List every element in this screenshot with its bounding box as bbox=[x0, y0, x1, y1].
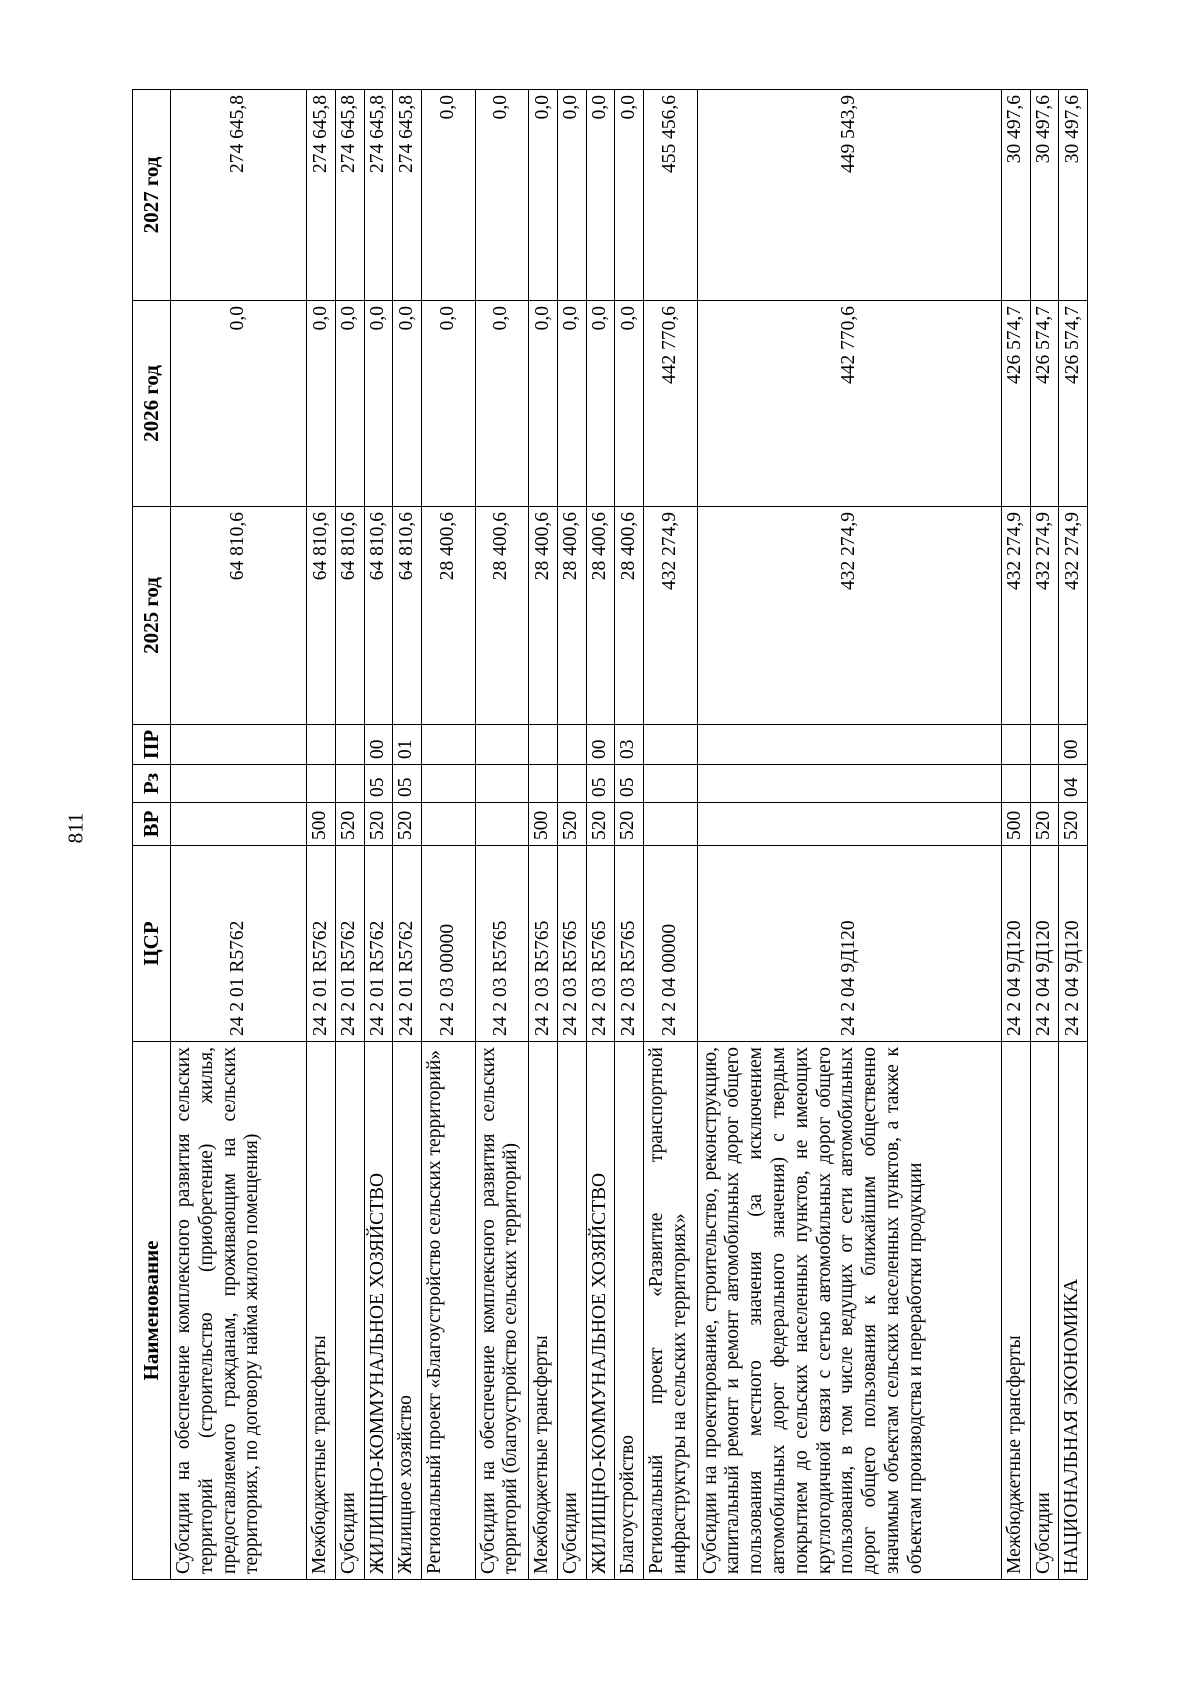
row-vr-cell: 520 bbox=[586, 803, 615, 846]
row-rz-cell bbox=[171, 765, 307, 803]
row-vr-cell: 520 bbox=[615, 803, 644, 846]
row-csr-cell: 24 2 04 9Д120 bbox=[1001, 846, 1030, 1042]
row-2027-cell: 30 497,6 bbox=[1030, 90, 1059, 301]
row-2026-cell: 0,0 bbox=[335, 301, 364, 507]
header-name: Наименование bbox=[133, 1042, 171, 1580]
row-pr-cell bbox=[171, 725, 307, 765]
table-row bbox=[1059, 90, 1088, 1580]
row-2027-cell: 274 645,8 bbox=[335, 90, 364, 301]
row-rz-cell: 05 bbox=[615, 765, 644, 803]
row-2026-cell: 442 770,6 bbox=[697, 301, 1001, 507]
table-row bbox=[1030, 90, 1059, 1580]
row-rz-cell bbox=[335, 765, 364, 803]
row-vr-cell: 520 bbox=[364, 803, 393, 846]
row-name-cell: Межбюджетные трансферты bbox=[1001, 1042, 1030, 1580]
row-vr-cell: 500 bbox=[1001, 803, 1030, 846]
row-2025-cell: 28 400,6 bbox=[557, 507, 586, 725]
row-2026-cell: 426 574,7 bbox=[1059, 301, 1088, 507]
row-pr-cell bbox=[475, 725, 529, 765]
row-2026-cell: 0,0 bbox=[364, 301, 393, 507]
row-name-cell: Субсидии bbox=[1030, 1042, 1059, 1580]
row-2025-cell: 432 274,9 bbox=[1059, 507, 1088, 725]
row-2027-cell: 0,0 bbox=[557, 90, 586, 301]
header-2025: 2025 год bbox=[133, 507, 171, 725]
row-csr-cell: 24 2 01 R5762 bbox=[335, 846, 364, 1042]
row-2027-cell: 0,0 bbox=[586, 90, 615, 301]
row-csr-cell: 24 2 04 00000 bbox=[643, 846, 697, 1042]
row-2026-cell: 0,0 bbox=[421, 301, 475, 507]
row-name-cell: Региональный проект «Благоустройство сельских территорий» bbox=[421, 1042, 475, 1580]
row-2026-cell: 426 574,7 bbox=[1001, 301, 1030, 507]
row-csr-cell: 24 2 01 R5762 bbox=[393, 846, 422, 1042]
header-row bbox=[133, 90, 171, 1580]
row-2025-cell: 28 400,6 bbox=[615, 507, 644, 725]
row-vr-cell: 500 bbox=[529, 803, 558, 846]
row-2027-cell: 449 543,9 bbox=[697, 90, 1001, 301]
row-name-cell: Субсидии на проектирование, строительство, реконструкцию, капитальный ремонт и ремонт автомобильных дорог общего пользования местного значения (за исключением автомобильных дорог федерального значения) с твердым покрытием до сельских населенных пунктов, не имеющих круглогодичной связи с сетью автомобильных дорог общего пользования, в том числе ведущих от сети автомобильных дорог общего пользования к ближайшим общественно значимым объектам сельских населенных пунктов, а также к объектам производства и переработки продукции bbox=[697, 1042, 1001, 1580]
row-rz-cell bbox=[643, 765, 697, 803]
row-vr-cell: 520 bbox=[393, 803, 422, 846]
row-pr-cell bbox=[421, 725, 475, 765]
row-rz-cell bbox=[1030, 765, 1059, 803]
row-rz-cell bbox=[529, 765, 558, 803]
row-2025-cell: 28 400,6 bbox=[586, 507, 615, 725]
table-row bbox=[557, 90, 586, 1580]
header-csr: ЦСР bbox=[133, 846, 171, 1042]
row-pr-cell bbox=[557, 725, 586, 765]
header-2027: 2027 год bbox=[133, 90, 171, 301]
row-2027-cell: 274 645,8 bbox=[171, 90, 307, 301]
row-csr-cell: 24 2 03 R5765 bbox=[586, 846, 615, 1042]
row-pr-cell bbox=[1001, 725, 1030, 765]
row-vr-cell bbox=[475, 803, 529, 846]
header-2026: 2026 год bbox=[133, 301, 171, 507]
row-pr-cell bbox=[529, 725, 558, 765]
table-row bbox=[364, 90, 393, 1580]
row-2025-cell: 64 810,6 bbox=[364, 507, 393, 725]
row-2025-cell: 28 400,6 bbox=[529, 507, 558, 725]
row-vr-cell: 520 bbox=[1030, 803, 1059, 846]
row-csr-cell: 24 2 03 R5765 bbox=[475, 846, 529, 1042]
row-2026-cell: 0,0 bbox=[475, 301, 529, 507]
row-vr-cell: 520 bbox=[557, 803, 586, 846]
row-2025-cell: 28 400,6 bbox=[475, 507, 529, 725]
rotated-table-container bbox=[132, 90, 1088, 1580]
row-2026-cell: 0,0 bbox=[557, 301, 586, 507]
row-name-cell: Субсидии bbox=[557, 1042, 586, 1580]
row-csr-cell: 24 2 03 R5765 bbox=[557, 846, 586, 1042]
row-vr-cell bbox=[421, 803, 475, 846]
row-name-cell: ЖИЛИЩНО-КОММУНАЛЬНОЕ ХОЗЯЙСТВО bbox=[364, 1042, 393, 1580]
row-name-cell: Благоустройство bbox=[615, 1042, 644, 1580]
row-csr-cell: 24 2 04 9Д120 bbox=[697, 846, 1001, 1042]
row-2025-cell: 432 274,9 bbox=[1030, 507, 1059, 725]
row-vr-cell: 500 bbox=[307, 803, 336, 846]
row-csr-cell: 24 2 04 9Д120 bbox=[1030, 846, 1059, 1042]
row-csr-cell: 24 2 01 R5762 bbox=[307, 846, 336, 1042]
row-2026-cell: 0,0 bbox=[307, 301, 336, 507]
row-2027-cell: 0,0 bbox=[475, 90, 529, 301]
row-2027-cell: 455 456,6 bbox=[643, 90, 697, 301]
row-pr-cell bbox=[335, 725, 364, 765]
row-rz-cell bbox=[307, 765, 336, 803]
row-2025-cell: 432 274,9 bbox=[697, 507, 1001, 725]
page-number: 811 bbox=[63, 812, 88, 844]
row-pr-cell: 00 bbox=[1059, 725, 1088, 765]
table-row bbox=[529, 90, 558, 1580]
row-vr-cell bbox=[171, 803, 307, 846]
table-row bbox=[697, 90, 1001, 1580]
row-2027-cell: 0,0 bbox=[615, 90, 644, 301]
row-rz-cell: 05 bbox=[393, 765, 422, 803]
row-2026-cell: 442 770,6 bbox=[643, 301, 697, 507]
row-pr-cell bbox=[697, 725, 1001, 765]
row-2027-cell: 274 645,8 bbox=[307, 90, 336, 301]
table-row bbox=[615, 90, 644, 1580]
row-rz-cell: 04 bbox=[1059, 765, 1088, 803]
row-pr-cell: 01 bbox=[393, 725, 422, 765]
row-csr-cell: 24 2 01 R5762 bbox=[171, 846, 307, 1042]
row-rz-cell: 05 bbox=[586, 765, 615, 803]
row-2026-cell: 0,0 bbox=[393, 301, 422, 507]
row-vr-cell bbox=[697, 803, 1001, 846]
table-row bbox=[335, 90, 364, 1580]
header-vr: ВР bbox=[133, 803, 171, 846]
row-2025-cell: 64 810,6 bbox=[171, 507, 307, 725]
budget-table bbox=[132, 89, 1088, 1580]
row-2027-cell: 274 645,8 bbox=[364, 90, 393, 301]
row-name-cell: ЖИЛИЩНО-КОММУНАЛЬНОЕ ХОЗЯЙСТВО bbox=[586, 1042, 615, 1580]
row-name-cell: Региональный проект «Развитие транспортной инфраструктуры на сельских территориях» bbox=[643, 1042, 697, 1580]
header-rz: Рз bbox=[133, 765, 171, 803]
row-2026-cell: 0,0 bbox=[529, 301, 558, 507]
row-pr-cell: 03 bbox=[615, 725, 644, 765]
row-2025-cell: 432 274,9 bbox=[1001, 507, 1030, 725]
row-2025-cell: 432 274,9 bbox=[643, 507, 697, 725]
row-name-cell: Межбюджетные трансферты bbox=[529, 1042, 558, 1580]
row-rz-cell bbox=[697, 765, 1001, 803]
row-rz-cell bbox=[1001, 765, 1030, 803]
row-2025-cell: 64 810,6 bbox=[393, 507, 422, 725]
row-rz-cell bbox=[421, 765, 475, 803]
row-vr-cell: 520 bbox=[335, 803, 364, 846]
row-2025-cell: 28 400,6 bbox=[421, 507, 475, 725]
row-2027-cell: 30 497,6 bbox=[1059, 90, 1088, 301]
row-csr-cell: 24 2 03 00000 bbox=[421, 846, 475, 1042]
row-pr-cell: 00 bbox=[586, 725, 615, 765]
row-2026-cell: 0,0 bbox=[171, 301, 307, 507]
row-vr-cell bbox=[643, 803, 697, 846]
table-row bbox=[421, 90, 475, 1580]
table-row bbox=[307, 90, 336, 1580]
row-name-cell: Субсидии на обеспечение комплексного развития сельских территорий (строительство (приобретение) жилья, предоставляемого гражданам, проживающим на сельских территориях, по договору найма жилого помещения) bbox=[171, 1042, 307, 1580]
row-csr-cell: 24 2 01 R5762 bbox=[364, 846, 393, 1042]
row-name-cell: Субсидии на обеспечение комплексного развития сельских территорий (благоустройство сельских территорий) bbox=[475, 1042, 529, 1580]
row-2027-cell: 274 645,8 bbox=[393, 90, 422, 301]
row-name-cell: Субсидии bbox=[335, 1042, 364, 1580]
row-name-cell: Межбюджетные трансферты bbox=[307, 1042, 336, 1580]
row-2026-cell: 0,0 bbox=[615, 301, 644, 507]
row-pr-cell: 00 bbox=[364, 725, 393, 765]
row-rz-cell bbox=[475, 765, 529, 803]
table-row bbox=[643, 90, 697, 1580]
row-2025-cell: 64 810,6 bbox=[307, 507, 336, 725]
table-row bbox=[586, 90, 615, 1580]
row-2027-cell: 30 497,6 bbox=[1001, 90, 1030, 301]
row-rz-cell bbox=[557, 765, 586, 803]
row-2026-cell: 0,0 bbox=[586, 301, 615, 507]
row-csr-cell: 24 2 03 R5765 bbox=[529, 846, 558, 1042]
row-2027-cell: 0,0 bbox=[529, 90, 558, 301]
table-body bbox=[171, 90, 1088, 1580]
row-csr-cell: 24 2 03 R5765 bbox=[615, 846, 644, 1042]
row-vr-cell: 520 bbox=[1059, 803, 1088, 846]
row-2026-cell: 426 574,7 bbox=[1030, 301, 1059, 507]
table-row bbox=[475, 90, 529, 1580]
row-2027-cell: 0,0 bbox=[421, 90, 475, 301]
row-2025-cell: 64 810,6 bbox=[335, 507, 364, 725]
row-pr-cell bbox=[307, 725, 336, 765]
header-pr: ПР bbox=[133, 725, 171, 765]
row-pr-cell bbox=[1030, 725, 1059, 765]
table-row bbox=[393, 90, 422, 1580]
row-name-cell: Жилищное хозяйство bbox=[393, 1042, 422, 1580]
table-row bbox=[1001, 90, 1030, 1580]
row-rz-cell: 05 bbox=[364, 765, 393, 803]
table-row bbox=[171, 90, 307, 1580]
row-pr-cell bbox=[643, 725, 697, 765]
row-name-cell: НАЦИОНАЛЬНАЯ ЭКОНОМИКА bbox=[1059, 1042, 1088, 1580]
row-csr-cell: 24 2 04 9Д120 bbox=[1059, 846, 1088, 1042]
